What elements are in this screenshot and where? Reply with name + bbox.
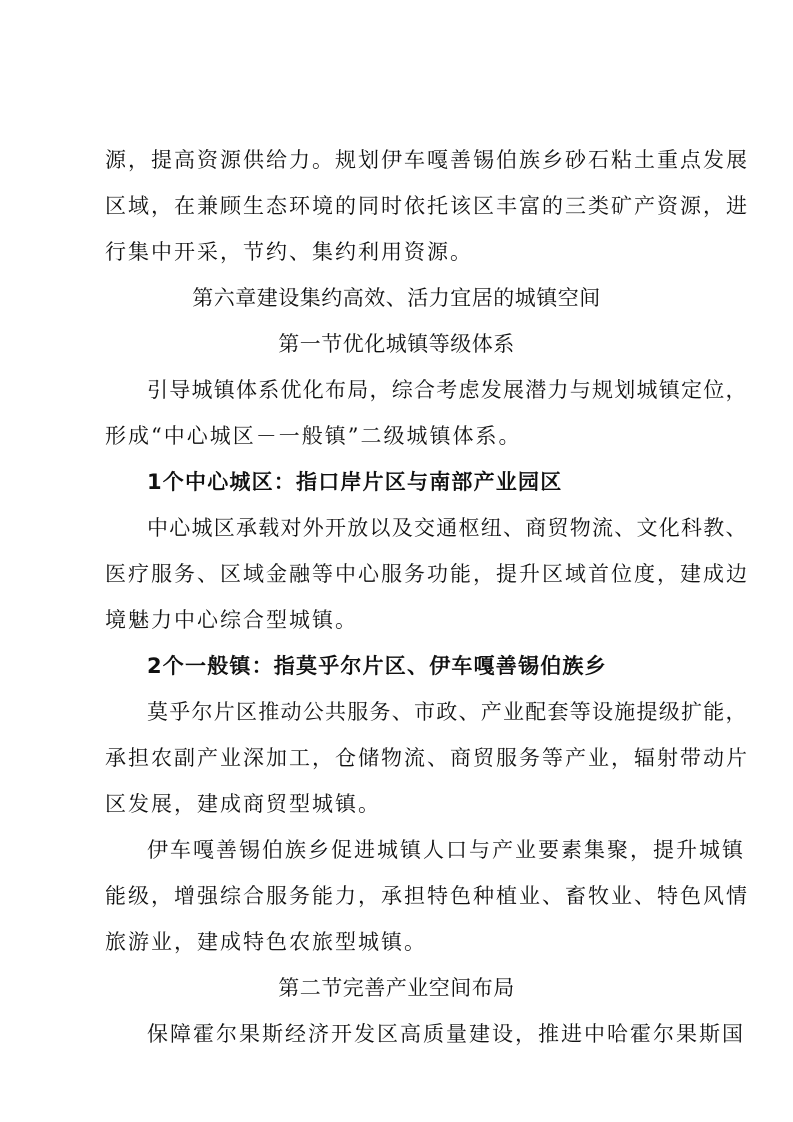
section-title: 第一节优化城镇等级体系: [278, 332, 515, 356]
paragraph-line: 旅游业，建成特色农旅型城镇。: [105, 930, 427, 954]
subheading: 2个一般镇：指莫乎尔片区、伊车嘎善锡伯族乡: [147, 654, 607, 678]
paragraph-line: 区发展，建成商贸型城镇。: [105, 792, 381, 816]
chapter-title: 第六章建设集约高效、活力宜居的城镇空间: [192, 286, 601, 310]
paragraph-line: 伊车嘎善锡伯族乡促进城镇人口与产业要素集聚，提升城镇: [147, 838, 745, 862]
paragraph-line: 承担农副产业深加工，仓储物流、商贸服务等产业，辐射带动片: [105, 746, 749, 770]
subheading: 1个中心城区：指口岸片区与南部产业园区: [147, 470, 563, 494]
paragraph-line: 保障霍尔果斯经济开发区高质量建设，推进中哈霍尔果斯国: [147, 1022, 745, 1046]
paragraph-line: 境魅力中心综合型城镇。: [105, 608, 358, 632]
paragraph-line: 能级，增强综合服务能力，承担特色种植业、畜牧业、特色风情: [105, 884, 749, 908]
paragraph-line: 形成“中心城区－一般镇”二级城镇体系。: [105, 424, 522, 448]
paragraph-line: 医疗服务、区域金融等中心服务功能，提升区域首位度，建成边: [105, 562, 749, 586]
paragraph-line: 行集中开采，节约、集约利用资源。: [105, 240, 473, 264]
paragraph-line: 引导城镇体系优化布局，综合考虑发展潜力与规划城镇定位，: [147, 378, 748, 402]
paragraph-line: 源，提高资源供给力。规划伊车嘎善锡伯族乡砂石粘土重点发展: [105, 148, 749, 172]
section-title: 第二节完善产业空间布局: [278, 976, 515, 1000]
paragraph-line: 莫乎尔片区推动公共服务、市政、产业配套等设施提级扩能，: [147, 700, 748, 724]
paragraph-line: 区域，在兼顾生态环境的同时依托该区丰富的三类矿产资源，进: [105, 194, 749, 218]
paragraph-line: 中心城区承载对外开放以及交通枢纽、商贸物流、文化科教、: [147, 516, 748, 540]
